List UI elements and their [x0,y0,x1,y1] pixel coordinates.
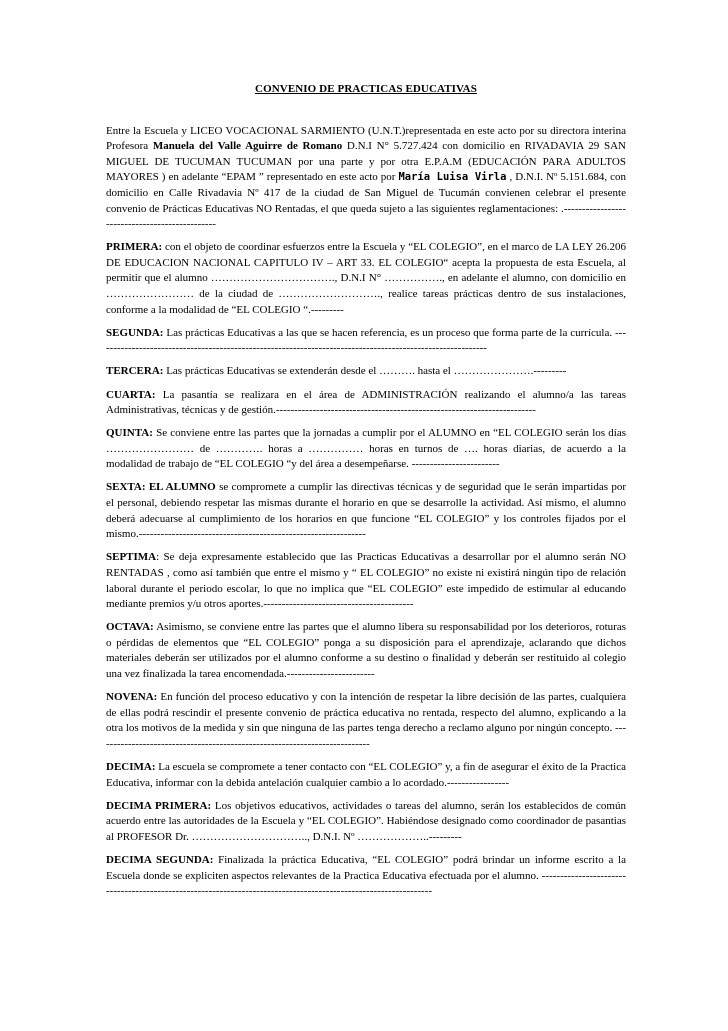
clause-novena [106,690,626,752]
intro-text-2: D.N.I N° 5.727.424 con domicilio en RIVADAVIA 29 SAN MIGUEL DE TUCUMAN TUCUMAN por una parte y por otra E.P.A.M (EDUCACIÓN PARA ADULTOS MAYORES ) en adelante “EPAM ” representado en este acto por [106,140,626,184]
clause-label: CUARTA: [106,388,156,401]
clause-text: Asimismo, se conviene entre las partes que el alumno libera su responsabilidad por los deterioros, roturas o pérdidas de elementos que “EL COLEGIO” ponga a su disposición para el aprendizaje, aclarando que dichos materiales deberán ser utilizados por el alumno conforme a su destino o finalidad y deberán ser restituido al colegio una vez finalizada la tarea encomendada.------------------------ [106,621,626,680]
clause-label: PRIMERA: [106,241,163,254]
clause-text: se compromete a cumplir las directivas técnicas y de seguridad que le serán impartidas por el personal, debiendo respetar las mismas durante el horario en que se desarrolle la actividad. Así mismo, el alumno deberá adecuarse al cumplimiento de los horarios en que funcione “EL COLEGIO” y los controles fijados por el mismo.-------------------------------------------------------------- [106,481,627,541]
clause-septima [106,550,626,612]
clause-decima [106,760,626,791]
clause-decima-segunda [106,853,626,900]
clause-sexta [106,480,626,542]
clause-decima-primera [106,799,626,846]
representative-name: María Luisa Virla [398,171,507,184]
clause-label: SEPTIMA [106,551,157,564]
clause-primera [106,240,626,318]
clause-text: En función del proceso educativo y con la intención de respetar la libre decisión de las partes, cualquiera de ellas podrá rescindir el presente convenio de práctica educativa no rentada, respecto del alumno, explicando a la otra los motivos de la medida y sin que ninguna de las partes tenga derecho a reclamo alguno por ningún concepto. --------------------------------------------------------------------------- [106,691,626,750]
document-title: CONVENIO DE PRACTICAS EDUCATIVAS [255,83,477,95]
clause-label: OCTAVA: [106,621,154,634]
clause-text: Las prácticas Educativas se extenderán desde el ………. hasta el ………………….--------- [163,365,567,378]
clause-text: La pasantía se realizara en el área de ADMINISTRACIÓN realizando el alumno/a las tareas Administrativas, técnicas y de gestión.----------------------------------------------------------------------- [106,388,626,417]
clause-label: DECIMA PRIMERA: [106,799,212,812]
clause-segunda [106,326,626,357]
clause-label: NOVENA: [106,691,158,704]
clause-tercera [106,364,626,380]
clause-label: TERCERA: [106,365,164,378]
clause-text: La escuela se compromete a tener contacto con “EL COLEGIO” y, a fin de asegurar el éxito de la Practica Educativa, informar con la debida antelación cualquier cambio a lo acordado.----------------- [106,760,626,789]
clause-text: Las prácticas Educativas a las que se hacen referencia, es un proceso que forma parte de la currícula. ----------------------------------------------------------------------------------------------------------- [106,326,626,355]
intro-paragraph [106,124,626,233]
director-name: Manuela del Valle Aguirre de Romano [152,140,343,153]
clause-text: Se conviene entre las partes que la jornadas a cumplir por el ALUMNO en “EL COLEGIO serán los días …………………… de …………. horas a …………… horas en turnos de …. horas diarias, de acuerdo a la modalidad de trabajo de “EL COLEGIO “y del área a desempeñarse. ------------------------ [106,427,626,471]
clause-text: : Se deja expresamente establecido que las Practicas Educativas a desarrollar por el alumno serán NO RENTADAS , como así también que entre el mismo y “ EL COLEGIO” no existe ni existirá ningún tipo de relación laboral durante el periodo escolar, lo que no implica que “EL COLEGIO” este impedido de estimular al educando mediante premios y/u otros aportes.----------------------------------------- [106,551,626,611]
clause-text: Finalizada la práctica Educativa, “EL COLEGIO” podrá brindar un informe escrito a la Escuela donde se expliciten aspectos relevantes de la Practica Educativa efectuada por el alumno. ---------------------------------------------------------------------------------------------------------------- [106,853,626,898]
document-page [106,82,626,907]
clause-label: SEXTA: EL ALUMNO [106,481,216,494]
intro-text-1: Entre la Escuela y LICEO VOCACIONAL SARMIENTO (U.N.T.)representada en este acto por su directora interina Profesora [106,124,626,153]
intro-text-3: , D.N.I. Nº 5.151.684, con domicilio en Calle Rivadavia Nº 417 de la ciudad de San Miguel de Tucumán convienen celebrar el presente convenio de Prácticas Educativas NO Rentadas, el que queda sujeto a las siguientes reglamentaciones: .----------------------------------------------- [106,171,626,231]
clause-label: DECIMA SEGUNDA: [106,853,214,866]
clause-octava [106,620,626,682]
clause-cuarta [106,388,626,419]
clause-label: DECIMA: [106,760,156,773]
clause-text: con el objeto de coordinar esfuerzos entre la Escuela y “EL COLEGIO”, en el marco de LA LEY 26.206 DE EDUCACION NACIONAL CAPITULO IV – ART 33. EL COLEGIO“ acepta la propuesta de esta Escuela, al permitir que el alumno ……………………………., D.N.I N° ……………., en adelante el alumno, con domicilio en …………………… de la ciudad de ………………………., realice tareas prácticas dentro de sus instalaciones, conforme a la modalidad de “EL COLEGIO “.--------- [106,241,626,316]
clause-text: Los objetivos educativos, actividades o tareas del alumno, serán los establecidos de común acuerdo entre las autoridades de la Escuela y “EL COLEGIO”. Habiéndose designado como coordinador de pasantias al PROFESOR Dr. ………………………….., D.N.I. Nº ………………..--------- [106,799,626,843]
clause-label: SEGUNDA: [106,326,164,339]
clause-label: QUINTA: [106,427,153,440]
clause-quinta [106,426,626,473]
